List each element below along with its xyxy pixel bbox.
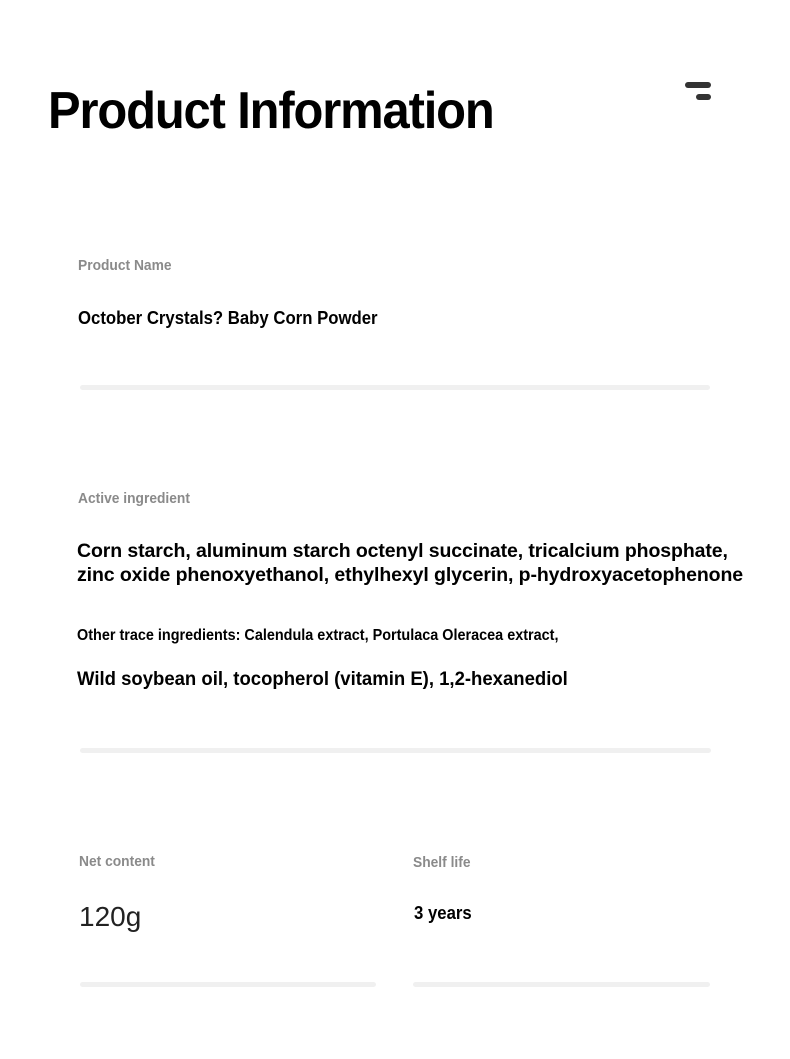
divider-active-ingredient (80, 748, 711, 753)
page-title: Product Information (48, 82, 494, 140)
menu-icon[interactable] (684, 80, 714, 102)
menu-icon-bar-bottom (696, 94, 711, 100)
additional-ingredients-text: Wild soybean oil, tocopherol (vitamin E), 1,2-hexanediol (77, 668, 568, 690)
active-ingredient-label: Active ingredient (78, 490, 190, 507)
trace-ingredients-text: Other trace ingredients: Calendula extract, Portulaca Oleracea extract, (77, 627, 559, 644)
menu-icon-bar-top (685, 82, 711, 88)
shelf-life-label: Shelf life (413, 854, 471, 871)
product-name-value: October Crystals? Baby Corn Powder (78, 308, 378, 328)
net-content-label: Net content (79, 853, 155, 870)
product-name-label: Product Name (78, 257, 172, 274)
divider-product-name (80, 385, 710, 390)
active-ingredient-value: Corn starch, aluminum starch octenyl succinate, tricalcium phosphate, zinc oxide phenoxyethanol, ethylhexyl glycerin, p-hydroxyacetophenone (77, 540, 744, 586)
divider-net-content (80, 982, 376, 987)
net-content-value: 120g (79, 901, 142, 932)
divider-shelf-life (413, 982, 710, 987)
shelf-life-value: 3 years (414, 903, 472, 923)
